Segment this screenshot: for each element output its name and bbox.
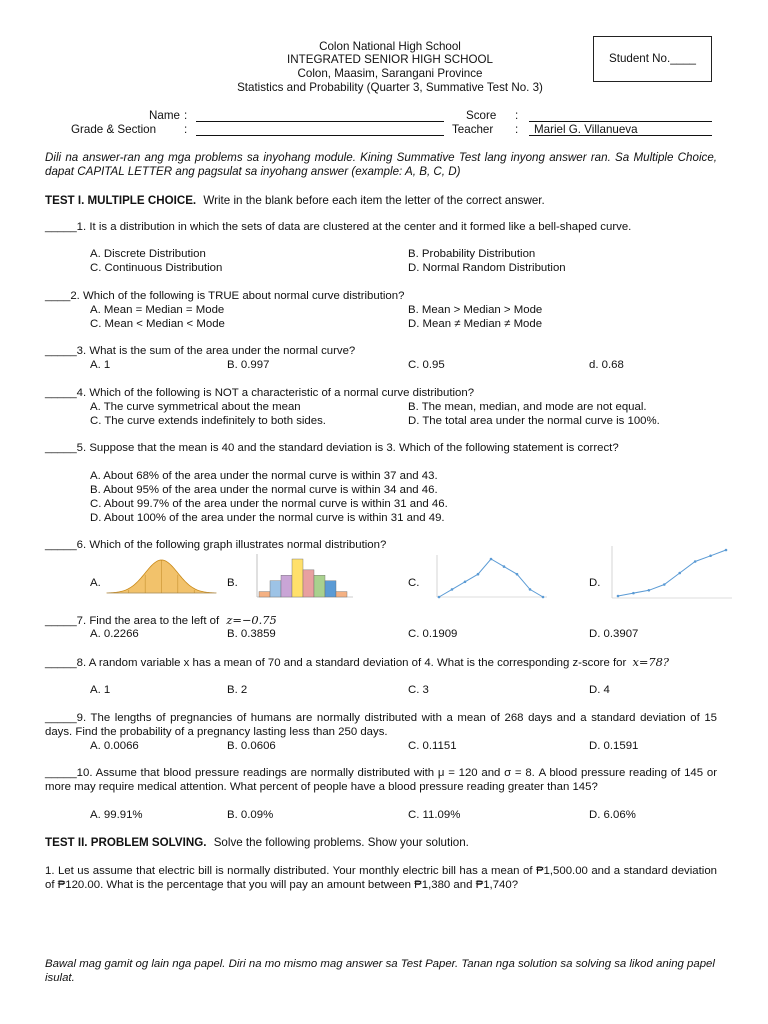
problem-1: 1. Let us assume that electric bill is normally distributed. Your monthly electric bill has a mean of ₱1,500.00 and a standard deviation of ₱120.00. What is the percentage that you will pay an amount between ₱1,380 and ₱1,740? <box>45 865 717 891</box>
hist-bar <box>325 581 336 597</box>
q7-option-c: C. 0.1909 <box>408 628 458 640</box>
grade-section-label: Grade & Section <box>71 123 157 136</box>
q7-text: _____7. Find the area to the left of <box>45 615 220 627</box>
q7-option-b: B. 0.3859 <box>227 628 276 640</box>
line-point <box>678 572 681 575</box>
q2-option-c: C. Mean < Median < Mode <box>90 318 225 330</box>
q9-option-a: A. 0.0066 <box>90 740 139 752</box>
question-9: _____9. The lengths of pregnancies of humans are normally distributed with a mean of 268 days and a standard deviation of 15 days. Find the probability of a pregnancy lasting less than 250 days. <box>45 712 717 738</box>
question-5: _____5. Suppose that the mean is 40 and the standard deviation is 3. Which of the following statement is correct? <box>45 442 619 454</box>
hist-bar <box>336 592 347 597</box>
q7-expression: z=−0.75 <box>226 613 277 627</box>
line-point <box>490 558 493 561</box>
q4-option-a: A. The curve symmetrical about the mean <box>90 401 301 413</box>
q6-option-b-label: B. <box>227 577 238 589</box>
line-point <box>648 589 651 592</box>
test1-directions: Write in the blank before each item the letter of the correct answer. <box>203 194 545 207</box>
q9-option-b: B. 0.0606 <box>227 740 276 752</box>
school-address: Colon, Maasim, Sarangani Province <box>297 67 483 80</box>
line-point <box>694 560 697 563</box>
program-name: INTEGRATED SENIOR HIGH SCHOOL <box>287 53 493 66</box>
line-point <box>632 592 635 595</box>
grade-section-field[interactable] <box>196 123 444 136</box>
line-d-points <box>617 549 728 598</box>
line-point <box>542 596 545 599</box>
q7-option-d: D. 0.3907 <box>589 628 639 640</box>
test-subject: Statistics and Probability (Quarter 3, Summative Test No. 3) <box>237 81 543 94</box>
line-point <box>438 596 441 599</box>
question-6: _____6. Which of the following graph illustrates normal distribution? <box>45 539 387 551</box>
graph-c-line-chart <box>431 553 549 601</box>
test1-title: TEST I. MULTIPLE CHOICE. <box>45 194 197 207</box>
line-d-series <box>618 550 726 596</box>
line-point <box>464 581 467 584</box>
q8-option-c: C. 3 <box>408 684 429 696</box>
score-label: Score <box>466 109 497 122</box>
line-point <box>617 595 620 598</box>
student-number-box[interactable]: Student No.____ <box>593 36 712 82</box>
q8-option-a: A. 1 <box>90 684 111 696</box>
teacher-name: Mariel G. Villanueva <box>534 123 638 136</box>
hist-bar <box>292 559 303 597</box>
teacher-field <box>529 123 712 136</box>
hist-bar <box>314 575 325 597</box>
line-point <box>725 549 728 552</box>
line-point <box>663 583 666 586</box>
bell-ticks <box>112 560 210 593</box>
q2-option-d: D. Mean ≠ Median ≠ Mode <box>408 318 543 330</box>
q1-option-a: A. Discrete Distribution <box>90 248 206 260</box>
question-1: _____1. It is a distribution in which the sets of data are clustered at the center and it formed like a bell-shaped curve. <box>45 221 632 233</box>
line-c-series <box>439 559 543 597</box>
question-3: _____3. What is the sum of the area under the normal curve? <box>45 345 356 357</box>
q2-option-b: B. Mean > Median > Mode <box>408 304 543 316</box>
score-colon: : <box>515 109 519 122</box>
q1-option-b: B. Probability Distribution <box>408 248 536 260</box>
test1-heading <box>45 194 545 208</box>
test2-title: TEST II. PROBLEM SOLVING. <box>45 836 207 849</box>
line-point <box>529 588 532 591</box>
q5-option-a: A. About 68% of the area under the normal curve is within 37 and 43. <box>90 470 438 482</box>
q10-option-b: B. 0.09% <box>227 809 274 821</box>
teacher-colon: : <box>515 123 519 136</box>
hist-bar <box>281 575 292 597</box>
line-point <box>451 588 454 591</box>
q5-option-c: C. About 99.7% of the area under the normal curve is within 31 and 46. <box>90 498 448 510</box>
q3-option-c: C. 0.95 <box>408 359 445 371</box>
q10-option-d: D. 6.06% <box>589 809 636 821</box>
q1-option-c: C. Continuous Distribution <box>90 262 223 274</box>
question-2: ____2. Which of the following is TRUE about normal curve distribution? <box>45 290 405 302</box>
q6-option-d-label: D. <box>589 577 601 589</box>
q10-option-c: C. 11.09% <box>408 809 461 821</box>
name-colon: : <box>184 109 188 122</box>
line-point <box>477 573 480 576</box>
hist-bar <box>270 581 281 597</box>
question-4: _____4. Which of the following is NOT a characteristic of a normal curve distribution? <box>45 387 475 399</box>
grade-colon: : <box>184 123 188 136</box>
q4-option-b: B. The mean, median, and mode are not equal. <box>408 401 647 413</box>
instructions: Dili na answer-ran ang mga problems sa inyohang module. Kining Summative Test lang inyong answer ran. Sa Multiple Choice, dapat CAPITAL LETTER ang pagsulat sa inyohang answer (example: A, B, C, D) <box>45 151 717 178</box>
q4-option-c: C. The curve extends indefinitely to both sides. <box>90 415 326 427</box>
q4-option-d: D. The total area under the normal curve is 100%. <box>408 415 660 427</box>
q6-option-a-label: A. <box>90 577 101 589</box>
hist-bar <box>303 570 314 597</box>
q3-option-b: B. 0.997 <box>227 359 270 371</box>
q6-option-c-label: C. <box>408 577 420 589</box>
line-c-points <box>438 558 545 599</box>
q5-option-d: D. About 100% of the area under the normal curve is within 31 and 49. <box>90 512 445 524</box>
q8-expression: x=78? <box>632 655 670 669</box>
q8-option-b: B. 2 <box>227 684 248 696</box>
line-point <box>709 554 712 557</box>
hist-bar <box>259 592 270 597</box>
name-field[interactable] <box>196 109 444 122</box>
line-point <box>503 565 506 568</box>
q2-option-a: A. Mean = Median = Mode <box>90 304 225 316</box>
footer-note: Bawal mag gamit og lain nga papel. Diri na mo mismo mag answer sa Test Paper. Tanan nga solution sa solving sa likod aning papel isulat. <box>45 958 715 984</box>
test2-directions: Solve the following problems. Show your solution. <box>213 836 469 849</box>
graph-b-histogram <box>249 552 355 604</box>
teacher-label: Teacher <box>452 123 494 136</box>
q10-option-a: A. 99.91% <box>90 809 143 821</box>
q7-option-a: A. 0.2266 <box>90 628 139 640</box>
graph-a-bell-curve <box>103 556 220 600</box>
question-8 <box>45 656 717 671</box>
q8-text: _____8. A random variable x has a mean of 70 and a standard deviation of 4. What is the corresponding z-score for <box>45 657 627 669</box>
question-10: _____10. Assume that blood pressure readings are normally distributed with μ = 120 and σ = 8. A blood pressure reading of 145 or more may require medical attention. What percent of people have a blood pressure reading greater than 145? <box>45 767 717 793</box>
q9-option-c: C. 0.1151 <box>408 740 457 752</box>
q5-option-b: B. About 95% of the area under the normal curve is within 34 and 46. <box>90 484 438 496</box>
school-name: Colon National High School <box>319 40 461 53</box>
line-point <box>516 573 519 576</box>
graph-d-line-chart <box>604 544 734 606</box>
q1-option-d: D. Normal Random Distribution <box>408 262 566 274</box>
score-field[interactable] <box>529 109 712 122</box>
name-label: Name <box>149 109 180 122</box>
q8-option-d: D. 4 <box>589 684 610 696</box>
hist-bars <box>259 559 347 597</box>
question-7 <box>45 614 717 629</box>
q9-option-d: D. 0.1591 <box>589 740 639 752</box>
q3-option-d: d. 0.68 <box>589 359 624 371</box>
q3-option-a: A. 1 <box>90 359 111 371</box>
test2-heading <box>45 836 469 850</box>
